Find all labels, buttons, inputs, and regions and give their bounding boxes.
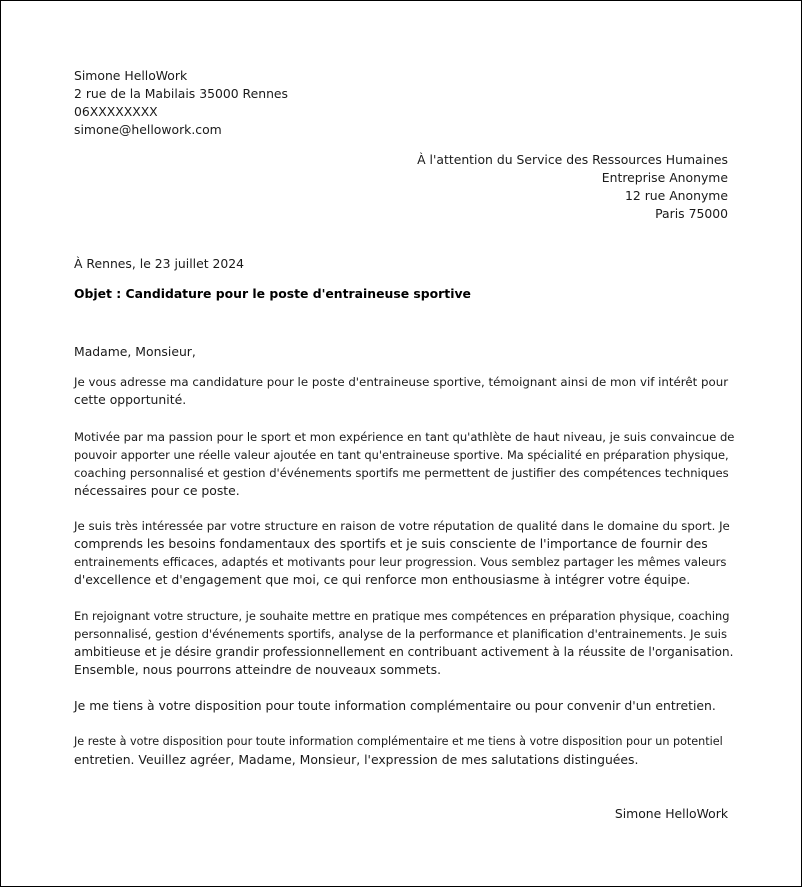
body-paragraph-6 <box>74 733 734 769</box>
sender-email: simone@hellowork.com <box>74 122 222 137</box>
sender-name: Simone HelloWork <box>74 68 188 83</box>
recipient-city: Paris 75000 <box>655 206 728 221</box>
recipient-company: Entreprise Anonyme <box>601 170 728 185</box>
recipient-block <box>417 151 728 223</box>
letter-date: À Rennes, le 23 juillet 2024 <box>74 256 245 271</box>
letter-signature: Simone HelloWork <box>614 806 728 821</box>
paragraph-line: Je me tiens à votre disposition pour toute information complémentaire ou pour convenir d'un entretien. <box>74 698 716 713</box>
body-paragraph-3 <box>74 517 734 589</box>
sender-phone: 06XXXXXXXX <box>74 104 158 119</box>
sender-address: 2 rue de la Mabilais 35000 Rennes <box>74 86 289 101</box>
paragraph-line: entrainements efficaces, adaptés et motivants pour leur progression. Vous semblez partager les mêmes valeurs <box>74 555 727 569</box>
paragraph-line: comprends les besoins fondamentaux des sportifs et je suis consciente de l'importance de fournir des <box>74 536 708 551</box>
body-paragraph-4 <box>74 607 734 679</box>
paragraph-line: ambitieuse et je désire grandir professionnellement en contribuant activement à la réussite de l'organisation. <box>74 645 734 659</box>
recipient-attention: À l'attention du Service des Ressources Humaines <box>417 152 728 167</box>
paragraph-line: entretien. Veuillez agréer, Madame, Monsieur, l'expression de mes salutations distinguées. <box>74 752 639 767</box>
body-paragraph-1 <box>74 373 734 409</box>
paragraph-line: pouvoir apporter une réelle valeur ajoutée en tant qu'entraineuse sportive. Ma spécialité en préparation physique, <box>74 448 729 462</box>
paragraph-line: cette opportunité. <box>74 392 187 407</box>
letter-salutation: Madame, Monsieur, <box>74 344 196 359</box>
recipient-street: 12 rue Anonyme <box>624 188 728 203</box>
paragraph-line: personnalisé, gestion d'événements sportifs, analyse de la performance et planification d'entrainements. Je suis <box>74 627 728 641</box>
paragraph-line: Je vous adresse ma candidature pour le poste d'entraineuse sportive, témoignant ainsi de mon vif intérêt pour <box>74 375 729 389</box>
paragraph-line: Je suis très intéressée par votre structure en raison de votre réputation de qualité dans le domaine du sport. Je <box>74 519 730 533</box>
letter-subject: Objet : Candidature pour le poste d'entraineuse sportive <box>74 286 471 301</box>
body-paragraph-2 <box>74 428 734 500</box>
body-paragraph-5 <box>74 697 734 715</box>
paragraph-line: nécessaires pour ce poste. <box>74 483 240 498</box>
paragraph-line: Ensemble, nous pourrons atteindre de nouveaux sommets. <box>74 662 442 677</box>
paragraph-line: coaching personnalisé et gestion d'événements sportifs me permettent de justifier des compétences techniques <box>74 466 729 480</box>
paragraph-line: Je reste à votre disposition pour toute information complémentaire et me tiens à votre disposition pour un potentiel <box>74 735 723 748</box>
paragraph-line: En rejoignant votre structure, je souhaite mettre en pratique mes compétences en préparation physique, coaching <box>74 609 730 623</box>
paragraph-line: d'excellence et d'engagement que moi, ce qui renforce mon enthousiasme à intégrer votre équipe. <box>74 572 691 587</box>
paragraph-line: Motivée par ma passion pour le sport et mon expérience en tant qu'athlète de haut niveau, je suis convaincue de <box>74 430 735 444</box>
sender-block <box>74 67 288 139</box>
